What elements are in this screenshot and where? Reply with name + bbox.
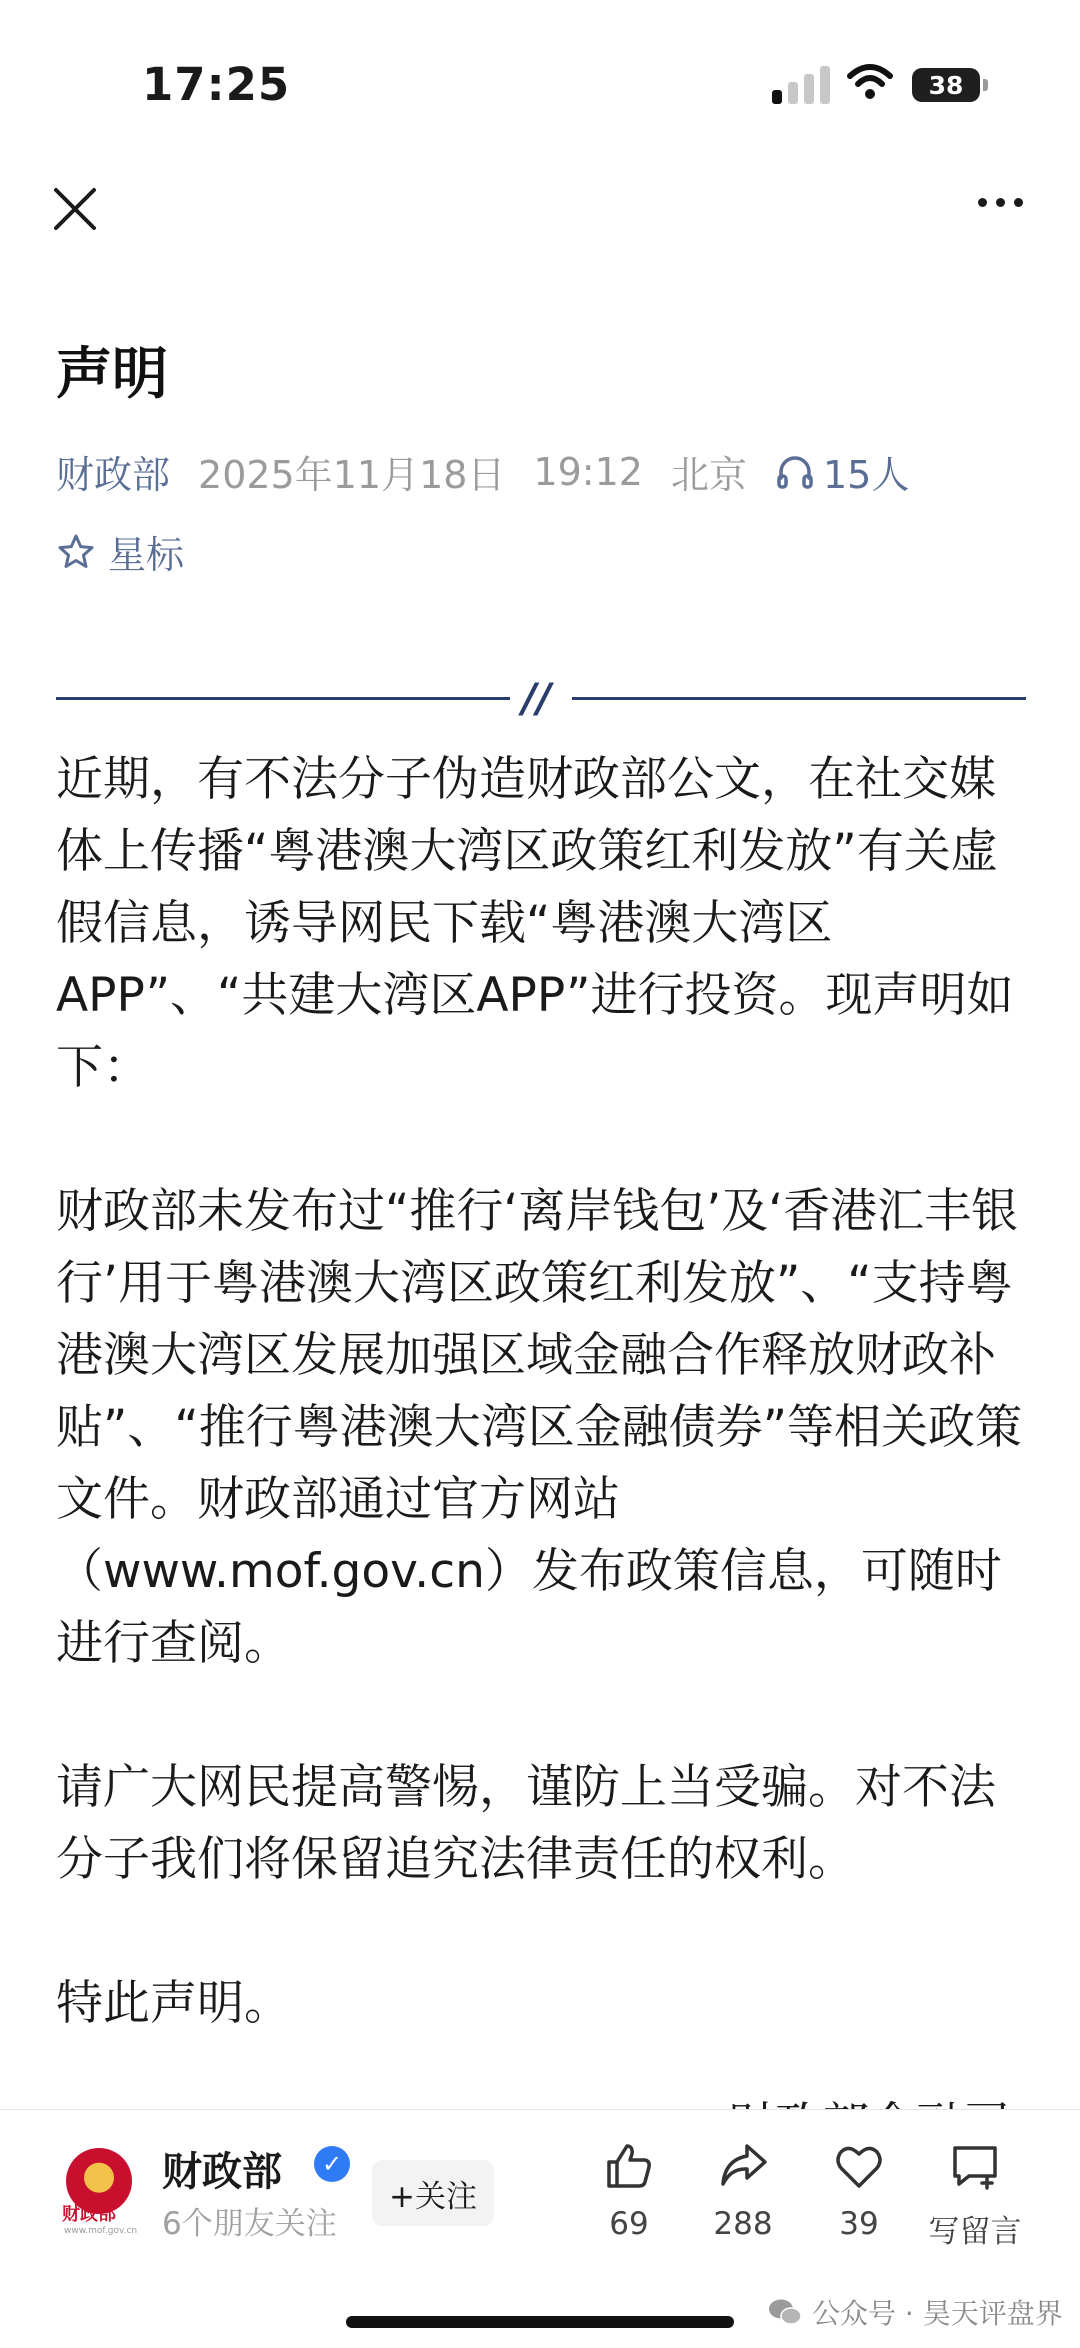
star-label: 星标 — [108, 533, 185, 577]
article-meta — [56, 444, 909, 499]
heart-icon — [833, 2140, 885, 2192]
battery-cap — [983, 79, 988, 91]
article-body — [56, 744, 1031, 2112]
watermark — [768, 2292, 1063, 2332]
wifi-icon — [846, 62, 894, 102]
favorite-count: 39 — [839, 2206, 879, 2242]
comment-icon — [949, 2140, 1001, 2192]
battery-icon: 38 — [912, 68, 980, 102]
headphones-icon — [775, 452, 815, 492]
account-name[interactable]: 财政部 — [162, 2149, 282, 2195]
comment-button[interactable] — [920, 2140, 1030, 2251]
paragraph: 近期，有不法分子伪造财政部公文，在社交媒体上传播“粤港澳大湾区政策红利发放”有关虚假信息，诱导网民下载“粤港澳大湾区APP”、“共建大湾区APP”进行投资。现声明如下： — [56, 752, 1014, 1095]
listener-count: 15人 — [822, 453, 910, 497]
favorite-button[interactable] — [804, 2140, 914, 2242]
more-icon[interactable] — [978, 198, 1023, 207]
close-icon[interactable] — [52, 186, 98, 232]
article-title: 声明 — [56, 342, 168, 407]
watermark-text: 公众号 · 昊天评盘界 — [812, 2297, 1063, 2330]
verified-icon: ✓ — [314, 2146, 350, 2182]
comment-label: 写留言 — [928, 2214, 1022, 2250]
divider-left — [56, 697, 510, 700]
publish-time: 19:12 — [533, 449, 643, 494]
account-link[interactable]: 财政部 — [56, 453, 171, 497]
logo-url: www.mof.gov.cn — [64, 2226, 138, 2236]
share-button[interactable] — [688, 2140, 798, 2242]
paragraph: 财政部未发布过“推行‘离岸钱包’及‘香港汇丰银行’用于粤港澳大湾区政策红利发放”、“支持粤港澳大湾区发展加强区域金融合作释放财政补贴”、“推行粤港澳大湾区金融债券”等相关政策文件。财政部通过官方网站（www.mof.gov.cn）发布政策信息，可随时进行查阅。 — [56, 1184, 1023, 1671]
paragraph: 请广大网民提高警惕，谨防上当受骗。对不法分子我们将保留追究法律责任的权利。 — [56, 1760, 996, 1887]
friends-following: 6个朋友关注 — [162, 2206, 337, 2242]
paragraph: 特此声明。 — [56, 1976, 291, 2031]
like-count: 69 — [609, 2206, 649, 2242]
share-count: 288 — [713, 2206, 773, 2242]
cellular-signal-icon — [772, 66, 830, 104]
wechat-icon — [768, 2298, 802, 2326]
follow-button[interactable]: +关注 — [372, 2160, 494, 2226]
like-button[interactable] — [574, 2140, 684, 2242]
home-indicator[interactable] — [346, 2316, 734, 2328]
listen-button[interactable] — [775, 444, 909, 499]
publish-date: 2025年11月18日 — [198, 453, 506, 497]
status-time: 17:25 — [142, 58, 291, 111]
star-icon — [56, 532, 96, 572]
share-icon — [717, 2140, 769, 2192]
logo-text: 财政部 — [62, 2204, 116, 2225]
thumbs-up-icon — [603, 2140, 655, 2192]
divider-right — [572, 697, 1026, 700]
star-button[interactable] — [56, 524, 184, 579]
divider-mark: // — [522, 676, 552, 722]
publish-location: 北京 — [670, 453, 747, 497]
